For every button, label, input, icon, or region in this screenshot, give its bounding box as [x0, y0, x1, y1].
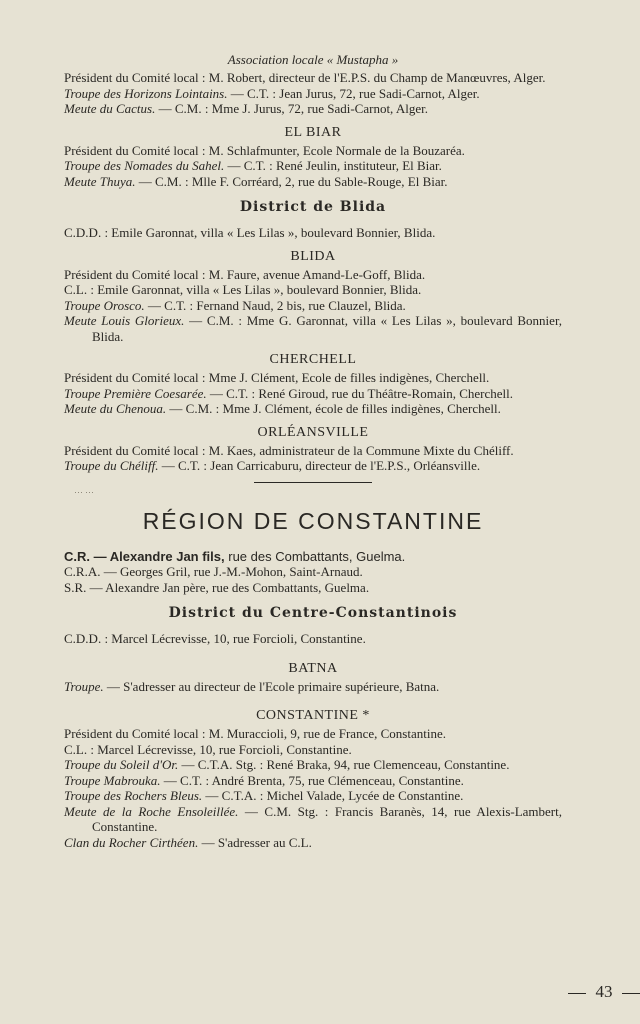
ink-smudge: ⋯⋯ [74, 486, 96, 497]
entry-line [64, 86, 562, 102]
entry-line [64, 158, 562, 174]
section-divider [254, 482, 372, 483]
entry-line [64, 679, 562, 695]
page-number: 43 [568, 982, 640, 1002]
entry-line [64, 788, 562, 804]
unit-name: Meute du Cactus. [64, 101, 156, 116]
unit-name: Troupe des Horizons Lointains. [64, 85, 228, 101]
unit-name: Troupe Orosco. [64, 297, 145, 313]
city-heading-blida: BLIDA [290, 248, 336, 264]
unit-detail: — C.T. : René Giroud, rue du Théâtre-Romain, Cherchell. [206, 385, 514, 401]
unit-name: Troupe. [64, 678, 104, 694]
entry-line: C.R.A. — Georges Gril, rue J.-M.-Mohon, Saint-Arnaud. [64, 564, 363, 579]
unit-name: Troupe Mabrouka. [64, 772, 161, 788]
entry-line [64, 401, 562, 417]
unit-detail: — S'adresser au C.L. [198, 834, 312, 850]
district-heading-blida: District de Blida [239, 199, 387, 215]
cr-detail: rue des Combattants, Guelma. [224, 548, 406, 564]
unit-detail: — C.M. : Mme G. Garonnat, villa « Les Lilas », boulevard Bonnier, Blida. [92, 313, 562, 344]
unit-name: Troupe Première Coesarée. [64, 385, 207, 401]
unit-name: Troupe du Chéliff. [64, 458, 159, 473]
entry-line [64, 757, 562, 773]
entry-line: S.R. — Alexandre Jan père, rue des Combattants, Guelma. [64, 579, 370, 595]
unit-detail: — C.T.A. : Michel Valade, Lycée de Constantine. [202, 788, 464, 803]
unit-name: Meute du Chenoua. [64, 401, 167, 416]
unit-detail: — C.T. : Jean Jurus, 72, rue Sadi-Carnot, Alger. [227, 85, 480, 101]
entry-line [64, 773, 562, 789]
entry-line: C.D.D. : Marcel Lécrevisse, 10, rue Forcioli, Constantine. [64, 631, 366, 646]
entry-line: C.L. : Emile Garonnat, villa « Les Lilas », boulevard Bonnier, Blida. [64, 282, 422, 297]
entry-line [64, 174, 562, 190]
district-heading-centre-constantinois: District du Centre-Constantinois [168, 605, 458, 621]
entry-line: Président du Comité local : M. Kaes, administrateur de la Commune Mixte du Chéliff. [64, 442, 514, 458]
entry-line: Président du Comité local : M. Robert, directeur de l'E.P.S. du Champ de Manœuvres, Alger. [64, 70, 546, 85]
unit-detail: — C.M. : Mme J. Jurus, 72, rue Sadi-Carnot, Alger. [155, 101, 428, 116]
cr-name: C.R. — Alexandre Jan fils, [64, 548, 225, 564]
entry-line [64, 313, 562, 344]
entry-line: C.D.D. : Emile Garonnat, villa « Les Lilas », boulevard Bonnier, Blida. [64, 225, 436, 240]
entry-line: Président du Comité local : M. Schlafmunter, Ecole Normale de la Bouzaréa. [64, 142, 465, 158]
entry-line [64, 101, 562, 117]
city-heading-batna: BATNA [288, 660, 338, 676]
unit-detail: — C.M. Stg. : Francis Baranès, 14, rue Alexis-Lambert, Constantine. [92, 803, 562, 834]
unit-name: Meute de la Roche Ensoleillée. [64, 803, 239, 819]
unit-detail: — S'adresser au directeur de l'Ecole primaire supérieure, Batna. [103, 678, 440, 694]
unit-name: Troupe des Nomades du Sahel. [64, 158, 225, 173]
entry-line [64, 549, 562, 565]
city-heading-orleansville: ORLÉANSVILLE [257, 424, 369, 440]
unit-name: Clan du Rocher Cirthéen. [64, 834, 199, 850]
unit-detail: — C.M. : Mme J. Clément, école de filles indigènes, Cherchell. [166, 401, 501, 416]
unit-detail: — C.T.A. Stg. : René Braka, 94, rue Clemenceau, Constantine. [178, 757, 510, 772]
document-page [64, 52, 562, 850]
unit-detail: — C.T. : René Jeulin, instituteur, El Biar. [224, 158, 442, 173]
city-heading-constantine: CONSTANTINE * [256, 708, 370, 723]
entry-line: Président du Comité local : M. Muraccioli, 9, rue de France, Constantine. [64, 726, 446, 741]
entry-line: C.L. : Marcel Lécrevisse, 10, rue Forcioli, Constantine. [64, 741, 352, 757]
section-heading-mustapha: Association locale « Mustapha » [227, 52, 399, 67]
region-title: RÉGION DE CONSTANTINE [142, 507, 484, 534]
unit-name: Troupe du Soleil d'Or. [64, 757, 179, 772]
unit-name: Meute Louis Glorieux. [64, 313, 185, 328]
unit-name: Troupe des Rochers Bleus. [64, 788, 203, 803]
entry-line [64, 458, 562, 474]
unit-detail: — C.M. : Mlle F. Corréard, 2, rue du Sable-Rouge, El Biar. [135, 173, 448, 189]
city-heading-cherchell: CHERCHELL [269, 352, 357, 367]
entry-line [64, 804, 562, 835]
city-heading-el-biar: EL BIAR [284, 124, 342, 140]
unit-detail: — C.T. : Jean Carricaburu, directeur de l'E.P.S., Orléansville. [158, 458, 481, 473]
entry-line [64, 298, 562, 314]
unit-name: Meute Thuya. [64, 173, 136, 189]
entry-line: Président du Comité local : M. Faure, avenue Amand-Le-Goff, Blida. [64, 266, 426, 282]
unit-detail: — C.T. : Fernand Naud, 2 bis, rue Clauzel, Blida. [144, 297, 406, 313]
entry-line [64, 386, 562, 402]
entry-line [64, 835, 562, 851]
entry-line: Président du Comité local : Mme J. Clément, Ecole de filles indigènes, Cherchell. [64, 370, 490, 385]
unit-detail: — C.T. : André Brenta, 75, rue Clémenceau, Constantine. [160, 772, 464, 788]
